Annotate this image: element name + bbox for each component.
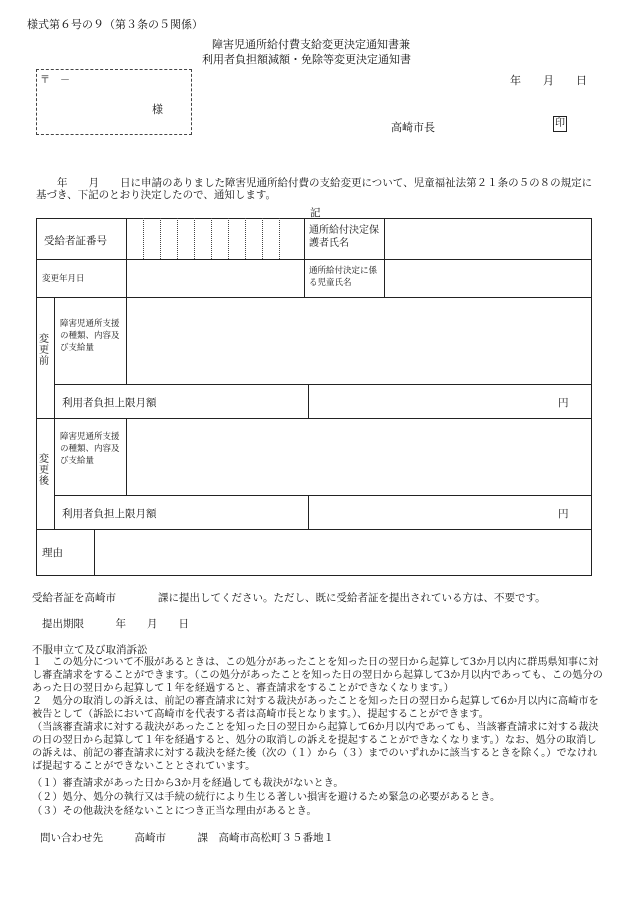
guardian-name-label: 通所給付決定保護者氏名 [309, 225, 379, 249]
mayor-title: 高崎市長 [391, 121, 435, 134]
appeal-paragraph-1: １ この処分について不服があるときは、この処分があったことを知った日の翌日から起算して3か月以内に群馬県知事に対し審査請求をすることができます。（この処分があったことを知った日の翌日から起算して3か月以内であっても、この処分のあった日の翌日から起算して１年を経過すると、審査請求をすることができなくなります。） [32, 657, 603, 694]
after-change-label: 変更後 [39, 454, 49, 487]
before-yen-unit: 円 [558, 397, 569, 409]
condition-2: （２）処分、処分の執行又は手続の続行により生じる著しい損害を避けるため緊急の必要があるとき。 [32, 792, 501, 803]
submission-deadline: 提出期限 年 月 日 [42, 618, 189, 630]
title-line-1: 障害児通所給付費支給変更決定通知書兼 [212, 38, 410, 51]
change-date-label: 変更年月日 [42, 274, 85, 284]
contact-info: 問い合わせ先 高崎市 課 高崎市高松町３５番地１ [40, 832, 334, 844]
intro-paragraph: 年 月 日に申請のありました障害児通所給付費の支給変更について、児童福祉法第２１条の５の８の規定に基づき、下記のとおり決定したので、通知します。 [36, 177, 593, 201]
seal-mark: 印 [553, 116, 567, 132]
reason-label: 理由 [42, 547, 63, 559]
title-line-2: 利用者負担額減額・免除等変更決定通知書 [202, 53, 411, 66]
before-support-label: 障害児通所支援の種類、内容及び支給量 [60, 319, 120, 353]
postal-mark: 〒 － [40, 75, 70, 86]
address-box [36, 69, 192, 135]
issue-date: 年 月 日 [510, 74, 587, 87]
ki-mark: 記 [310, 207, 321, 219]
appeal-paragraph-2: ２ 処分の取消しの訴えは、前記の審査請求に対する裁決があったことを知った日の翌日から起算して6か月以内に高崎市を被告として（訴訟において高崎市を代表する者は高崎市長となります。）、提起することができます。 [32, 696, 599, 720]
form-number: 様式第６号の９（第３条の５関係） [27, 18, 203, 31]
condition-1: （１）審査請求があった日から3か月を経過しても裁決がないとき。 [32, 778, 344, 789]
appeal-heading: 不服申立て及び取消訴訟 [32, 644, 148, 656]
condition-3: （３）その他裁決を経ないことにつき正当な理由があるとき。 [32, 806, 317, 817]
recipient-honorific: 様 [152, 103, 163, 116]
before-limit-label: 利用者負担上限月額 [62, 397, 157, 409]
after-yen-unit: 円 [558, 508, 569, 520]
before-change-label: 変更前 [39, 334, 49, 367]
submit-note: 受給者証を高崎市 課に提出してください。ただし、既に受給者証を提出されている方は、不要です。 [32, 592, 546, 604]
appeal-paragraph-3: （当該審査請求に対する裁決があったことを知った日の翌日から起算して6か月以内であっても、当該審査請求に対する裁決の日の翌日から起算して１年を経過すると、処分の取消しの訴えを提起することができなくなります。）なお、処分の取消しの訴えは、前記の審査請求に対する裁決を経た後（次の（１）から（３）までのいずれかに該当するときを除く。）でなければ提起することができないこととされています。 [32, 722, 599, 772]
child-name-label: 通所給付決定に係る児童氏名 [309, 266, 378, 288]
after-limit-label: 利用者負担上限月額 [62, 508, 157, 520]
after-support-label: 障害児通所支援の種類、内容及び支給量 [60, 432, 120, 466]
recipient-number-label: 受給者証番号 [44, 235, 107, 247]
